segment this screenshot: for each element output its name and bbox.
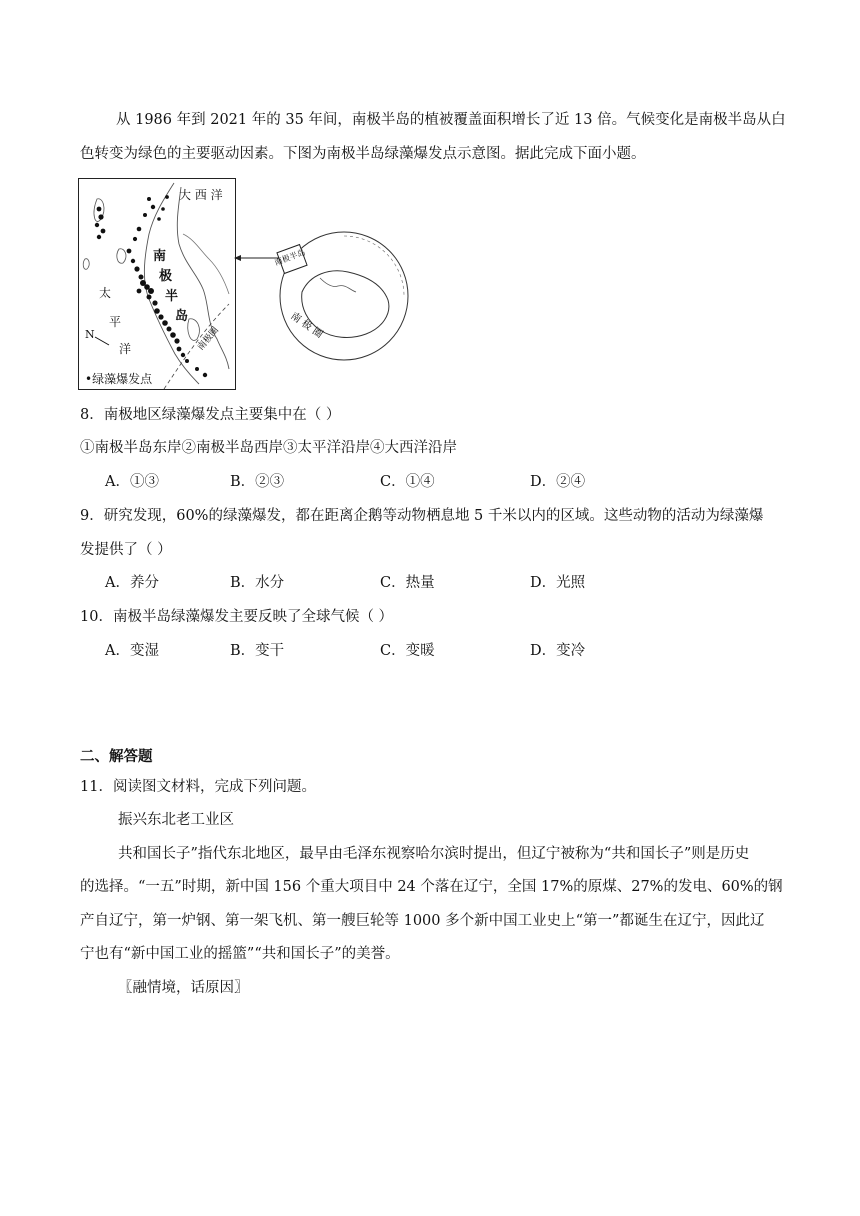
intro-line-1: 从 1986 年到 2021 年的 35 年间，南极半岛的植被覆盖面积增长了近 13 倍。气候变化是南极半岛从白: [116, 112, 786, 128]
q9-option-b[interactable]: B．水分: [230, 575, 285, 591]
label-peninsula-4: 岛: [175, 309, 189, 324]
bloom-points: [95, 195, 207, 377]
globe-circle-label: 南 极 圈: [288, 310, 325, 341]
q9-stem: 9．研究发现，60%的绿藻爆发，都在距离企鹅等动物栖息地 5 千米以内的区域。这些动物的活动为绿藻爆: [80, 508, 764, 524]
passage-subtitle: 振兴东北老工业区: [118, 812, 234, 828]
q8-stem: 8．南极地区绿藻爆发点主要集中在（ ）: [80, 407, 341, 423]
label-pacific-2: 平: [109, 315, 122, 329]
q10-option-b[interactable]: B．变干: [230, 643, 285, 659]
label-antarctic-circle: 南极圈: [195, 325, 222, 353]
antarctica-globe: [232, 214, 422, 364]
q10-option-d[interactable]: D．变冷: [530, 643, 586, 659]
q9-option-c[interactable]: C．热量: [380, 575, 435, 591]
q8-option-d[interactable]: D．②④: [530, 474, 586, 490]
passage-line-4: 宁也有“新中国工业的摇篮”“共和国长子”的美誉。: [80, 946, 400, 962]
north-arrow-label: N: [85, 328, 95, 341]
q11-stem: 11．阅读图文材料，完成下列问题。: [80, 779, 316, 795]
q9-option-a[interactable]: A．养分: [105, 575, 159, 591]
q9-stem-2: 发提供了（ ）: [80, 542, 172, 558]
q8-option-c[interactable]: C．①④: [380, 474, 435, 490]
passage-line-3: 产自辽宁，第一炉钢、第一架飞机、第一艘巨轮等 1000 多个新中国工业史上“第一”都诞生在辽宁，因此辽: [80, 913, 765, 929]
q8-option-b[interactable]: B．②③: [230, 474, 285, 490]
q10-option-c[interactable]: C．变暖: [380, 643, 435, 659]
section-title: 二、解答题: [80, 749, 153, 765]
island-outline-3: [117, 249, 126, 264]
label-pacific-3: 洋: [119, 342, 132, 356]
antarctica-detail: [320, 278, 356, 292]
label-peninsula-3: 半: [165, 289, 179, 304]
label-pacific-1: 太: [99, 286, 112, 300]
q8-extra: ①南极半岛东岸②南极半岛西岸③太平洋沿岸④大西洋沿岸: [80, 440, 457, 456]
globe-pole-circle: [344, 236, 404, 296]
q8-option-a[interactable]: A．①③: [105, 474, 159, 490]
ice-shelf-outline: [183, 234, 229, 294]
passage-line-1: 共和国长子”指代东北地区，最早由毛泽东视察哈尔滨时提出，但辽宁被称为“共和国长子”则是历史: [118, 846, 750, 862]
label-peninsula-1: 南: [153, 249, 167, 264]
q10-stem: 10．南极半岛绿藻爆发主要反映了全球气候（ ）: [80, 609, 394, 625]
antarctic-peninsula-map: [78, 178, 236, 390]
connector-arrow-head: [234, 255, 241, 261]
map-legend: •绿藻爆发点: [85, 372, 153, 386]
north-arrow-line: [95, 337, 109, 345]
q10-option-a[interactable]: A．变湿: [105, 643, 159, 659]
island-outline-2: [83, 259, 89, 270]
label-peninsula-2: 极: [159, 269, 173, 284]
passage-line-2: 的选择。“一五”时期，新中国 156 个重大项目中 24 个落在辽宁，全国 17%的原煤、27%的发电、60%的钢: [80, 879, 783, 895]
q9-option-d[interactable]: D．光照: [530, 575, 586, 591]
globe-box-label: 南极半岛: [273, 247, 307, 268]
label-atlantic: 大 西 洋: [179, 188, 223, 202]
question-prompt: 〖融情境，话原因〗: [118, 980, 249, 996]
intro-line-2: 色转变为绿色的主要驱动因素。下图为南极半岛绿藻爆发点示意图。据此完成下面小题。: [80, 146, 646, 162]
